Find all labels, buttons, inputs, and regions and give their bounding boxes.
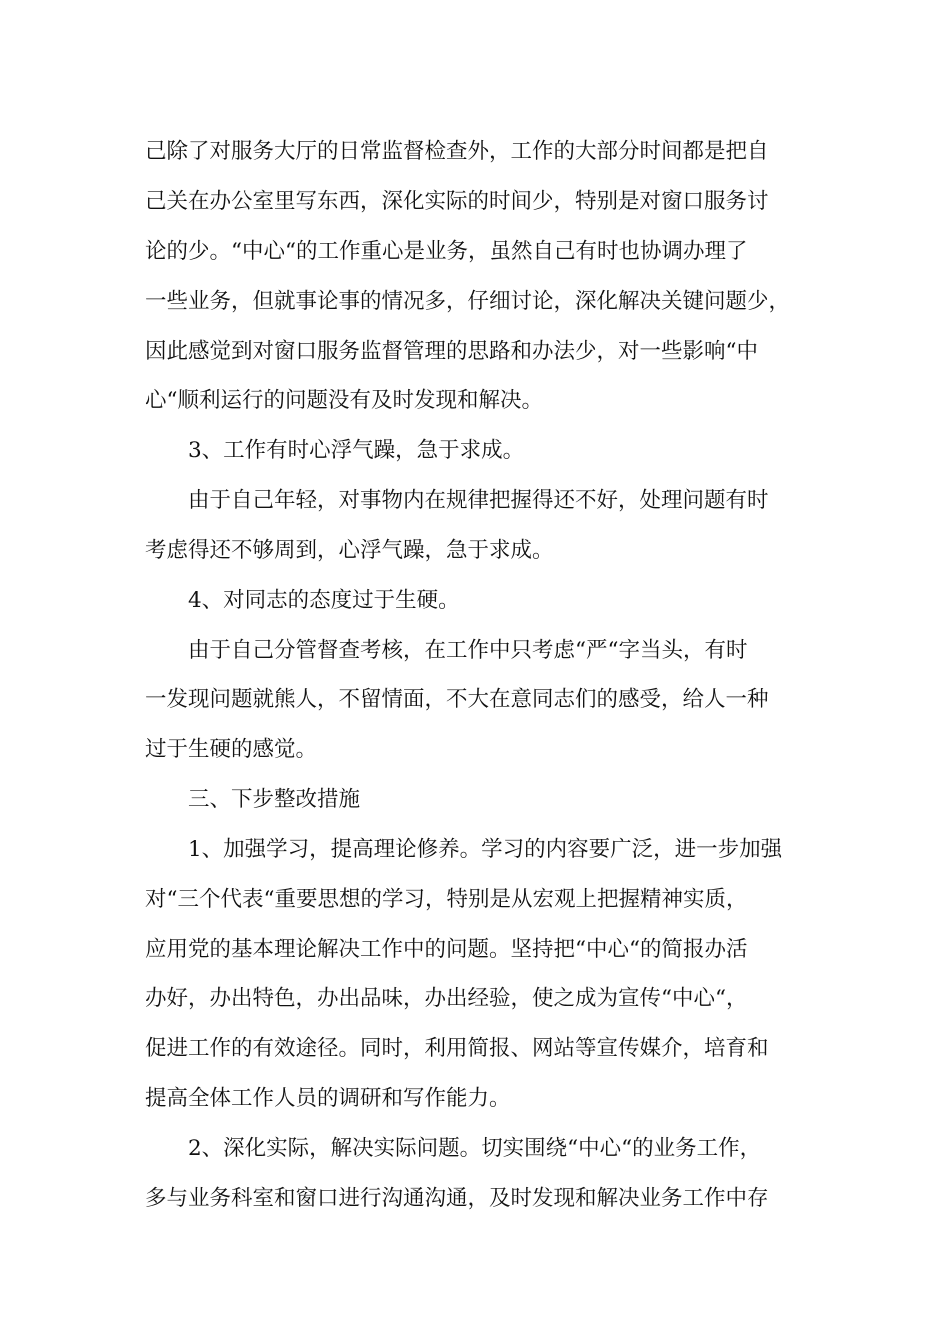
text-line: 2、深化实际，解决实际问题。切实围绕“中心“的业务工作， (188, 1136, 762, 1161)
section-heading: 4、对同志的态度过于生硬。 (188, 588, 460, 613)
text-line: 论的少。“中心“的工作重心是业务，虽然自己有时也协调办理了 (145, 239, 748, 264)
text-line: 办好，办出特色，办出品味，办出经验，使之成为宣传“中心“， (145, 986, 748, 1011)
text-line: 多与业务科室和窗口进行沟通沟通，及时发现和解决业务工作中存 (145, 1186, 769, 1211)
text-line: 一发现问题就熊人，不留情面，不大在意同志们的感受，给人一种 (145, 687, 769, 712)
text-line: 由于自己年轻，对事物内在规律把握得还不好，处理问题有时 (188, 488, 769, 513)
text-line: 1、加强学习，提高理论修养。学习的内容要广泛，进一步加强 (188, 837, 783, 862)
text-line: 己关在办公室里写东西，深化实际的时间少，特别是对窗口服务讨 (145, 189, 769, 214)
text-line: 应用党的基本理论解决工作中的问题。坚持把“中心“的简报办活 (145, 937, 748, 962)
text-line: 促进工作的有效途径。同时，利用简报、网站等宣传媒介，培育和 (145, 1036, 769, 1061)
text-line: 过于生硬的感觉。 (145, 737, 318, 762)
text-line: 己除了对服务大厅的日常监督检查外，工作的大部分时间都是把自 (145, 139, 769, 164)
text-line: 由于自己分管督查考核，在工作中只考虑“严“字当头，有时 (188, 638, 748, 663)
text-line: 考虑得还不够周到，心浮气躁，急于求成。 (145, 538, 554, 563)
text-line: 因此感觉到对窗口服务监督管理的思路和办法少，对一些影响“中 (145, 339, 758, 364)
section-heading: 三、下步整改措施 (188, 787, 361, 812)
text-line: 提高全体工作人员的调研和写作能力。 (145, 1086, 511, 1111)
text-line: 心“顺利运行的问题没有及时发现和解决。 (145, 388, 543, 413)
section-heading: 3、工作有时心浮气躁，急于求成。 (188, 438, 525, 463)
text-line: 一些业务，但就事论事的情况多，仔细讨论，深化解决关键问题少， (145, 289, 791, 314)
text-line: 对“三个代表“重要思想的学习，特别是从宏观上把握精神实质， (145, 887, 748, 912)
